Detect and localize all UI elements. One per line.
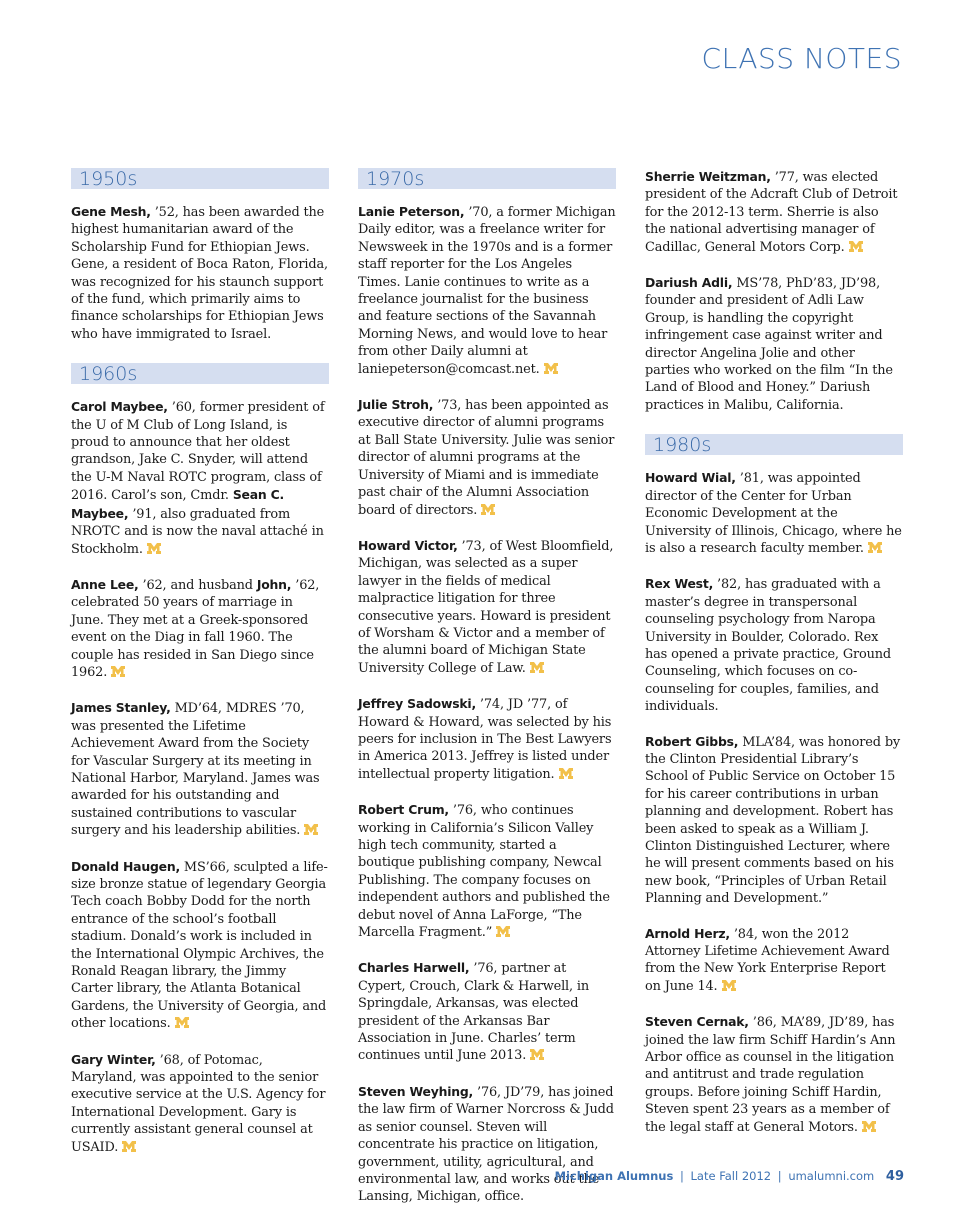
- block-m-logo-icon: [175, 1016, 189, 1033]
- block-m-logo-icon: [481, 503, 495, 520]
- class-note-entry: [645, 168, 903, 257]
- page-number: 49: [885, 1169, 904, 1184]
- class-note-entry: [71, 576, 329, 682]
- decade-heading: 1980s: [645, 434, 903, 455]
- alumnus-name: James Stanley,: [71, 700, 171, 716]
- class-note-entry: [358, 396, 616, 520]
- decade-heading: 1960s: [71, 363, 329, 384]
- class-note-entry: [71, 398, 329, 559]
- class-note-entry: [358, 959, 616, 1065]
- class-note-entry: [645, 274, 903, 414]
- entry-text: MLA’84, was honored by the Clinton Presidential Library’s School of Public Service on October 15 for his career contributions in urban planning and development. Robert has been asked to speak as a William J. Clinton Distinguished Lecturer, where he will present comments based on his new book, “Principles of Urban Retail Planning and Development.”: [645, 734, 901, 907]
- decade-heading: 1950s: [71, 168, 329, 189]
- block-m-logo-icon: [111, 665, 125, 682]
- entry-text: MD’64, MDRES ’70, was presented the Lifetime Achievement Award from the Society for Vascular Surgery at its meeting in National Harbor, Maryland. James was awarded for his outstanding and sustained contributions to vascular surgery and his leadership abilities.: [71, 701, 320, 839]
- alumnus-name: Jeffrey Sadowski,: [358, 696, 476, 712]
- block-m-logo-icon: [530, 1048, 544, 1065]
- alumnus-name: Donald Haugen,: [71, 858, 180, 874]
- block-m-logo-icon: [530, 661, 544, 678]
- block-m-logo-icon: [849, 240, 863, 257]
- entry-text: MS’66, sculpted a life-size bronze statue of legendary Georgia Tech coach Bobby Dodd for the north entrance of the school’s football stadium. Donald’s work is included in the International Olympic Archives, the Ronald Reagan library, the Jimmy Carter library, the Atlanta Botanical Gardens, the University of Georgia, and other locations.: [71, 859, 328, 1032]
- class-note-entry: [645, 469, 903, 558]
- class-note-entry: [645, 1013, 903, 1137]
- alumnus-name: Steven Weyhing,: [358, 1083, 474, 1099]
- alumnus-name: Charles Harwell,: [358, 960, 470, 976]
- footer-separator: |: [679, 1169, 684, 1183]
- entry-text: ’70, a former Michigan Daily editor, was a freelance writer for Newsweek in the 1970s and is a former staff reporter for the Los Angeles Times. Lanie continues to write as a freelance journalist for the business and feature sections of the Savannah Morning News, and would love to hear from other Daily alumni at laniepeterson@comcast.net.: [358, 205, 616, 377]
- class-note-entry: [645, 733, 903, 908]
- column-3: [645, 168, 903, 1154]
- entry-text: ’60, former president of the U of M Club of Long Island, is proud to announce that her oldest grandson, Jake C. Snyder, will attend the U-M Naval ROTC program, class of 2016. Carol’s son, Cmdr.: [71, 400, 325, 504]
- entry-text: ’73, of West Bloomfield, Michigan, was selected as a super lawyer in the fields of medical malpractice litigation for three consecutive years. Howard is president of Worsham & Victor and a member of the alumni board of Michigan State University College of Law.: [358, 538, 614, 676]
- class-note-entry: [71, 1051, 329, 1157]
- block-m-logo-icon: [304, 823, 318, 840]
- alumnus-name: John,: [256, 576, 292, 592]
- footer-issue: Late Fall 2012: [690, 1169, 772, 1183]
- alumnus-name: Robert Gibbs,: [645, 733, 739, 749]
- block-m-logo-icon: [559, 767, 573, 784]
- block-m-logo-icon: [496, 925, 510, 942]
- block-m-logo-icon: [862, 1120, 876, 1137]
- footer-website: umalumni.com: [788, 1169, 875, 1183]
- block-m-logo-icon: [544, 362, 558, 379]
- decade-heading: 1970s: [358, 168, 616, 189]
- class-note-entry: [645, 575, 903, 715]
- block-m-logo-icon: [147, 542, 161, 559]
- class-note-entry: [358, 801, 616, 942]
- alumnus-name: Gary Winter,: [71, 1051, 156, 1067]
- alumnus-name: Anne Lee,: [71, 576, 139, 592]
- class-note-entry: [71, 203, 329, 343]
- entry-text: ’62, celebrated 50 years of marriage in June. They met at a Greek-sponsored event on the Diag in fall 1960. The couple has resided in San Diego since 1962.: [71, 577, 320, 680]
- entry-text: ’52, has been awarded the highest humanitarian award of the Scholarship Fund for Ethiopian Jews. Gene, a resident of Boca Raton, Florida, was recognized for his staunch support of the fund, which primarily aims to finance scholarships for Ethiopian Jews who have immigrated to Israel.: [71, 205, 328, 342]
- block-m-logo-icon: [122, 1140, 136, 1157]
- alumnus-name: Robert Crum,: [358, 802, 449, 818]
- page-footer: [555, 1169, 904, 1184]
- entry-text: ’91, also graduated from NROTC and is now the naval attaché in Stockholm.: [71, 506, 324, 557]
- alumnus-name: Steven Cernak,: [645, 1014, 749, 1030]
- page-title: CLASS NOTES: [701, 42, 902, 75]
- class-note-entry: [358, 1083, 616, 1206]
- entry-text: ’76, partner at Cypert, Crouch, Clark & Harwell, in Springdale, Arkansas, was elected president of the Arkansas Bar Association in June. Charles’ term continues until June 2013.: [358, 961, 590, 1064]
- alumnus-name: Arnold Herz,: [645, 925, 730, 941]
- entry-text: ’76, who continues working in California’s Silicon Valley high tech community, started a boutique publishing company, Newcal Publishing. The company focuses on independent authors and published the debut novel of Anna LaForge, “The Marcella Fragment.”: [358, 803, 610, 941]
- entry-text: ’81, was appointed director of the Center for Urban Economic Development at the University of Illinois, Chicago, where he is also a research faculty member.: [645, 471, 902, 556]
- column-1: [71, 168, 329, 1174]
- entry-text: ’73, has been appointed as executive director of alumni programs at Ball State University. Julie was senior director of alumni programs at the University of Miami and is immediate past chair of the Alumni Association board of directors.: [358, 398, 615, 518]
- alumnus-name: Howard Wial,: [645, 470, 736, 486]
- entry-text: ’68, of Potomac, Maryland, was appointed to the senior executive service at the U.S. Agency for International Development. Gary is currently assistant general counsel at USAID.: [71, 1052, 326, 1155]
- footer-separator: |: [777, 1169, 782, 1183]
- class-note-entry: [358, 695, 616, 784]
- entry-text: ’77, was elected president of the Adcraft Club of Detroit for the 2012-13 term. Sherrie is also the national advertising manager of Cadillac, General Motors Corp.: [645, 170, 898, 255]
- class-note-entry: [71, 858, 329, 1034]
- alumnus-name: Sean C. Maybee,: [71, 487, 285, 521]
- alumnus-name: Dariush Adli,: [645, 275, 733, 291]
- footer-publication: Michigan Alumnus: [554, 1169, 674, 1183]
- entry-text: ’84, won the 2012 Attorney Lifetime Achievement Award from the New York Enterprise Report on June 14.: [645, 926, 890, 994]
- class-note-entry: [358, 203, 616, 379]
- block-m-logo-icon: [722, 979, 736, 996]
- class-note-entry: [358, 537, 616, 678]
- entry-text: ’82, has graduated with a master’s degree in transpersonal counseling psychology from Naropa University in Boulder, Colorado. Rex has opened a private practice, Ground Counseling, which focuses on co-counseling for couples, families, and individuals.: [645, 577, 892, 715]
- alumnus-name: Rex West,: [645, 576, 714, 592]
- alumnus-name: Howard Victor,: [358, 537, 458, 553]
- alumnus-name: Sherrie Weitzman,: [645, 169, 771, 184]
- entry-text: ’74, JD ’77, of Howard & Howard, was selected by his peers for inclusion in The Best Lawyers in America 2013. Jeffrey is listed under intellectual property litigation.: [358, 697, 612, 782]
- entry-text: ’86, MA’89, JD’89, has joined the law firm Schiff Hardin’s Ann Arbor office as counsel in the litigation and antitrust and trade regulation groups. Before joining Schiff Hardin, Steven spent 23 years as a member of the legal staff at General Motors.: [645, 1015, 896, 1135]
- alumnus-name: Carol Maybee,: [71, 399, 168, 415]
- alumnus-name: Gene Mesh,: [71, 204, 151, 219]
- entry-text: ’76, JD’79, has joined the law firm of Warner Norcross & Judd as senior counsel. Steven will concentrate his practice on litigation, government, utility, agricultural, and environmental law, and works out the Lansing, Michigan, office.: [358, 1084, 614, 1205]
- block-m-logo-icon: [868, 541, 882, 558]
- class-note-entry: [645, 925, 903, 997]
- class-note-entry: [71, 699, 329, 840]
- alumnus-name: Lanie Peterson,: [358, 204, 465, 219]
- column-2: [358, 168, 616, 1220]
- entry-text: ’62, and husband: [138, 577, 257, 593]
- alumnus-name: Julie Stroh,: [358, 397, 434, 413]
- entry-text: MS’78, PhD’83, JD’98, founder and president of Adli Law Group, is handling the copyright infringement case against writer and director Angelina Jolie and other parties who worked on the film “In the Land of Blood and Honey.” Dariush practices in Malibu, California.: [645, 276, 893, 413]
